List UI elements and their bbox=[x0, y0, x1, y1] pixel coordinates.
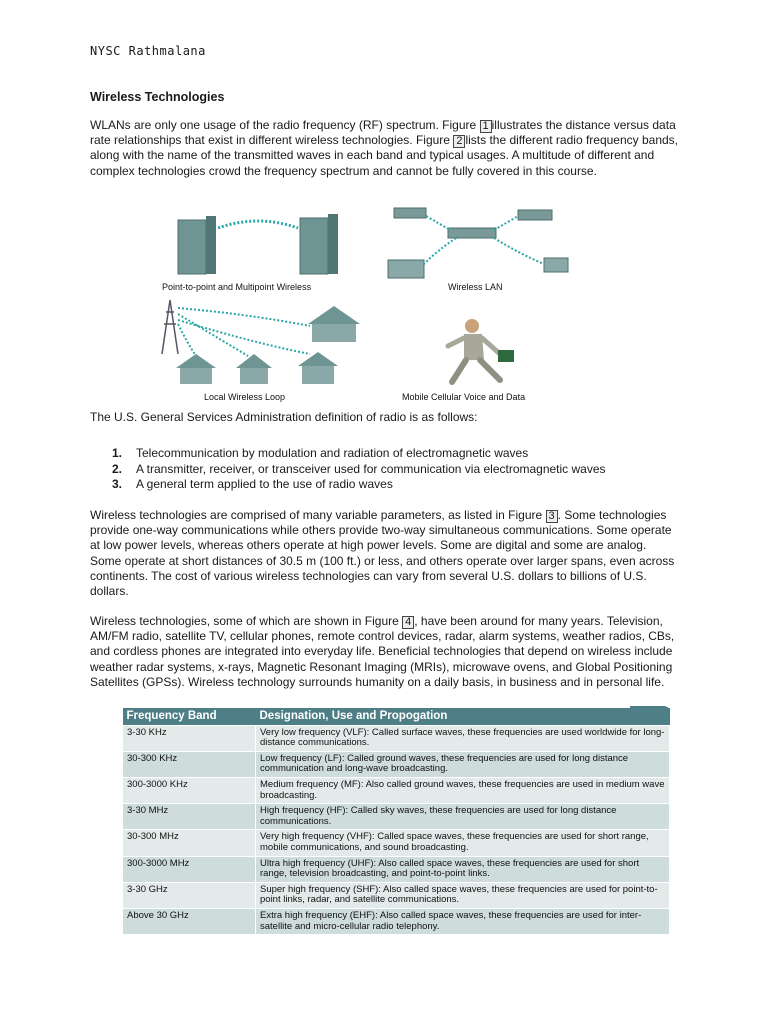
table-row bbox=[123, 751, 670, 777]
wireless-technologies-figure bbox=[148, 204, 580, 406]
list-item bbox=[112, 477, 606, 493]
building-icon bbox=[300, 214, 338, 274]
table-corner bbox=[630, 706, 670, 712]
house-icon bbox=[308, 306, 360, 342]
band-cell: 3-30 GHz bbox=[123, 882, 256, 908]
band-cell: Above 30 GHz bbox=[123, 908, 256, 934]
section-heading: Wireless Technologies bbox=[90, 90, 225, 104]
wireless-link-icon bbox=[218, 221, 298, 228]
header-frequency-band: Frequency Band bbox=[123, 708, 256, 725]
house-icon bbox=[236, 354, 272, 384]
caption-wlan: Wireless LAN bbox=[448, 282, 503, 292]
laptop-icon bbox=[394, 208, 426, 218]
page-header: NYSC Rathmalana bbox=[90, 44, 206, 58]
parameters-text-2: . Some technologies provide one-way communications while others provide two-way simultaneous communications. Some operate at low power levels, whereas others operate at high power levels. Some are digital and some are analog. Some operate at short distances of 30.5 m (100 ft.) or less, and others operate over larger spans, even across continents. The cost of various wireless technologies can vary from several U.S. dollars to billions of U.S. dollars. bbox=[90, 508, 675, 599]
description-cell: High frequency (HF): Called sky waves, these frequencies are used for long distance communications. bbox=[256, 804, 670, 830]
intro-paragraph bbox=[90, 118, 680, 179]
laptop-icon bbox=[518, 210, 552, 220]
frequency-table bbox=[122, 708, 670, 935]
table-row bbox=[123, 777, 670, 803]
building-icon bbox=[178, 216, 216, 274]
list-item bbox=[112, 462, 606, 478]
technologies-text-1: Wireless technologies, some of which are shown in Figure bbox=[90, 614, 403, 628]
band-cell: 3-30 KHz bbox=[123, 725, 256, 751]
wireless-link-icon bbox=[424, 216, 544, 264]
pda-icon bbox=[388, 260, 424, 278]
table-row bbox=[123, 856, 670, 882]
list-number: 2. bbox=[112, 461, 123, 476]
list-text: A general term applied to the use of radio waves bbox=[136, 477, 393, 491]
running-businessman-icon bbox=[448, 319, 514, 382]
caption-p2p: Point-to-point and Multipoint Wireless bbox=[162, 282, 312, 292]
intro-text-3: lists the different radio frequency bands, along with the name of the transmitted waves in each band and typical usages. A multitude of different and complex technologies crowd the frequency spectrum and cannot be fully covered in this course. bbox=[90, 133, 679, 178]
access-point-icon bbox=[448, 228, 496, 238]
band-cell: 300-3000 KHz bbox=[123, 777, 256, 803]
list-item bbox=[112, 446, 606, 462]
technologies-text-2: , have been around for many years. Television, AM/FM radio, satellite TV, cellular phones, remote control devices, radar, alarm systems, weather radios, CBs, and cordless phones are integrated into everyday life. Beneficial technologies that depend on wireless include weather radar systems, x-rays, Magnetic Resonant Imaging (MRIs), microwave ovens, and Global Positioning Satellites (GPSs). Wireless technology surrounds humanity on a daily basis, in business and in personal life. bbox=[90, 614, 675, 689]
description-cell: Medium frequency (MF): Also called ground waves, these frequencies are used in medium wave broadcasting. bbox=[256, 777, 670, 803]
figure-1-link[interactable]: 1 bbox=[480, 120, 492, 133]
figure-2-link[interactable]: 2 bbox=[453, 135, 465, 148]
band-cell: 30-300 MHz bbox=[123, 830, 256, 856]
list-number: 3. bbox=[112, 477, 123, 491]
house-icon bbox=[298, 352, 338, 384]
description-cell: Low frequency (LF): Called ground waves, these frequencies are used for long distance communication and long-wave broadcasting. bbox=[256, 751, 670, 777]
technologies-paragraph bbox=[90, 614, 680, 690]
description-cell: Very low frequency (VLF): Called surface waves, these frequencies are used worldwide for long-distance communications. bbox=[256, 725, 670, 751]
caption-wll: Local Wireless Loop bbox=[204, 392, 286, 402]
table-header-row bbox=[123, 708, 670, 725]
intro-text-1: WLANs are only one usage of the radio frequency (RF) spectrum. Figure bbox=[90, 118, 480, 132]
list-text: Telecommunication by modulation and radiation of electromagnetic waves bbox=[136, 446, 529, 460]
table-row bbox=[123, 725, 670, 751]
table-row bbox=[123, 882, 670, 908]
figure-4-link[interactable]: 4 bbox=[402, 616, 414, 629]
definition-list bbox=[112, 446, 606, 493]
description-cell: Extra high frequency (EHF): Also called space waves, these frequencies are used for inter-satellite and micro-cellular radio telephony. bbox=[256, 908, 670, 934]
parameters-paragraph bbox=[90, 508, 680, 599]
band-cell: 3-30 MHz bbox=[123, 804, 256, 830]
table-row bbox=[123, 804, 670, 830]
band-cell: 30-300 KHz bbox=[123, 751, 256, 777]
table-row bbox=[123, 908, 670, 934]
band-cell: 300-3000 MHz bbox=[123, 856, 256, 882]
figure-3-link[interactable]: 3 bbox=[546, 510, 558, 523]
antenna-tower-icon bbox=[162, 300, 178, 354]
phone-icon bbox=[544, 258, 568, 272]
list-number: 1. bbox=[112, 446, 123, 460]
intro-text-2: illustrates the distance versus data rate relationships that exist in different wireless technologies. Figure bbox=[90, 118, 676, 148]
parameters-text-1: Wireless technologies are comprised of many variable parameters, as listed in Figure bbox=[90, 508, 546, 522]
list-text: A transmitter, receiver, or transceiver used for communication via electromagnetic waves bbox=[136, 461, 606, 476]
wireless-link-icon bbox=[178, 308, 310, 356]
description-cell: Very high frequency (VHF): Called space waves, these frequencies are used for short range, mobile communications, and sound broadcasting. bbox=[256, 830, 670, 856]
table-row bbox=[123, 830, 670, 856]
frequency-band-table bbox=[122, 708, 670, 935]
description-cell: Ultra high frequency (UHF): Also called space waves, these frequencies are used for short range, television broadcasting, and point-to-point links. bbox=[256, 856, 670, 882]
description-cell: Super high frequency (SHF): Also called space waves, these frequencies are used for point-to-point links, radar, and satellite communications. bbox=[256, 882, 670, 908]
gsa-definition-intro: The U.S. General Services Administration definition of radio is as follows: bbox=[90, 410, 478, 424]
caption-mobile: Mobile Cellular Voice and Data bbox=[402, 392, 526, 402]
header-designation: Designation, Use and Propogation bbox=[256, 708, 670, 725]
house-icon bbox=[176, 354, 216, 384]
